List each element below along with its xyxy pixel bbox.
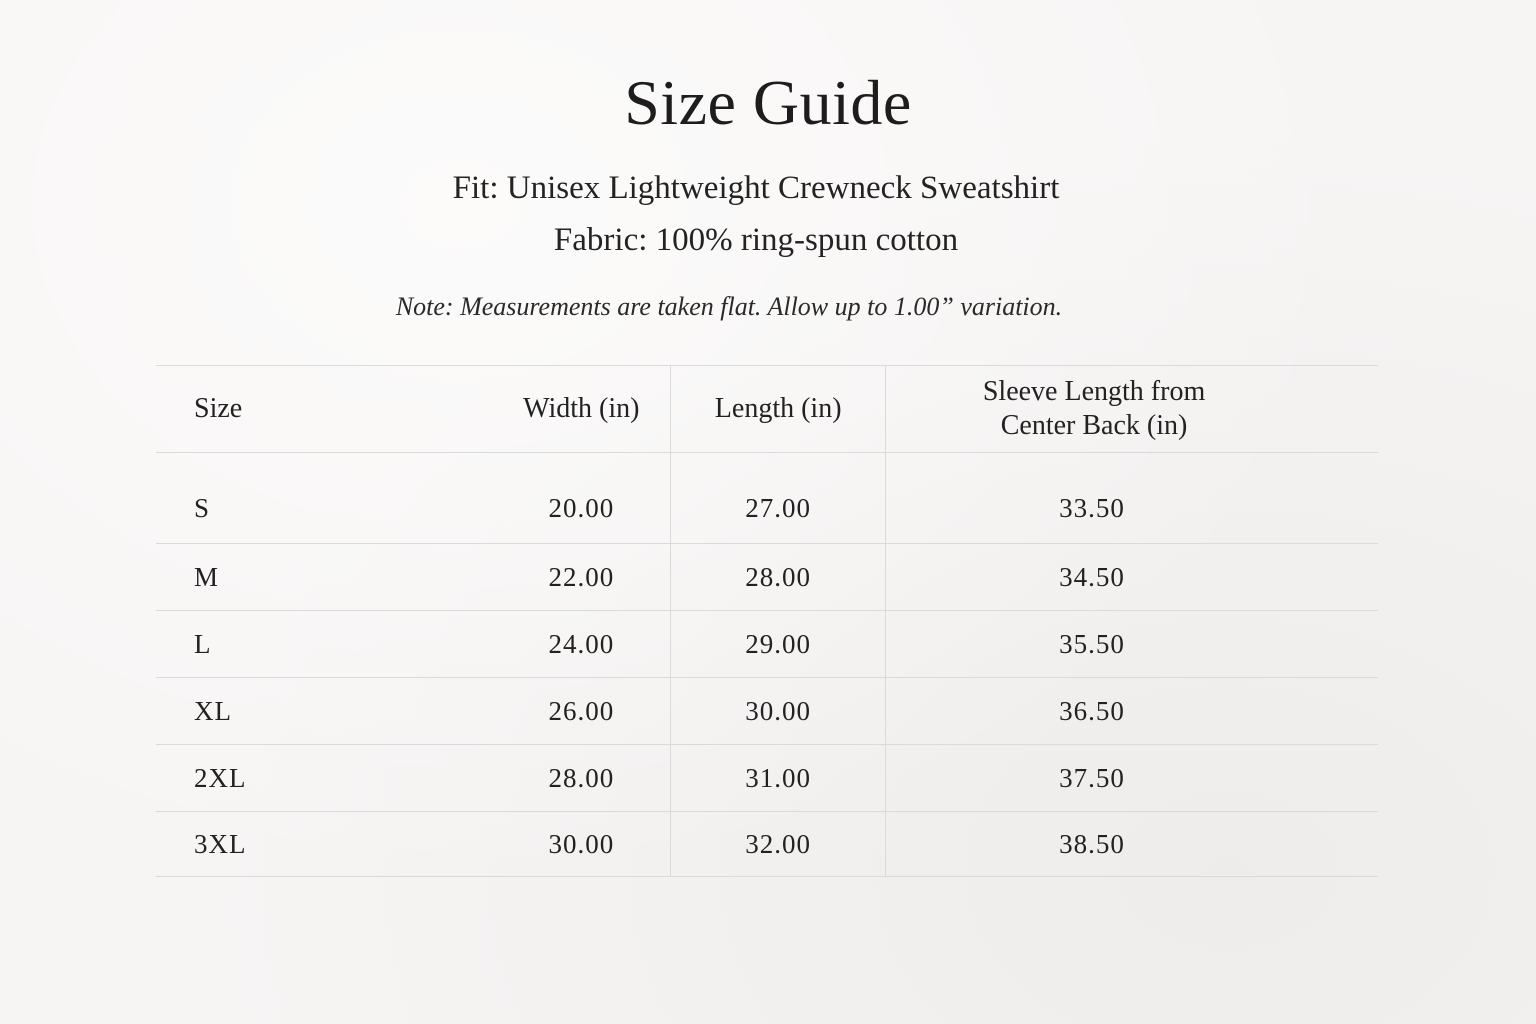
sleeve-cell: 38.50 [886, 812, 1378, 877]
width-cell: 28.00 [452, 745, 670, 812]
table-row [156, 745, 1378, 812]
size-cell: 2XL [156, 745, 452, 812]
size-cell: M [156, 544, 452, 611]
width-cell: 24.00 [452, 611, 670, 678]
sleeve-cell: 37.50 [886, 745, 1378, 812]
table-row [156, 473, 1378, 544]
width-cell: 30.00 [452, 812, 670, 877]
header-length: Length (in) [671, 366, 886, 453]
sleeve-cell: 35.50 [886, 611, 1378, 678]
size-cell: 3XL [156, 812, 452, 877]
table-top-spacer [156, 453, 1378, 474]
header-sleeve-line1: Sleeve Length from [982, 376, 1206, 407]
sleeve-cell: 33.50 [886, 473, 1378, 544]
header-width: Width (in) [452, 366, 670, 453]
sleeve-cell: 36.50 [886, 678, 1378, 745]
table-row [156, 611, 1378, 678]
length-cell: 31.00 [671, 745, 886, 812]
header-size: Size [156, 366, 452, 453]
sleeve-cell: 34.50 [886, 544, 1378, 611]
width-cell: 20.00 [452, 473, 670, 544]
fabric-description: Fabric: 100% ring-spun cotton [553, 222, 959, 258]
header-sleeve-line2: Center Back (in) [1000, 410, 1188, 441]
size-cell: L [156, 611, 452, 678]
length-cell: 29.00 [671, 611, 886, 678]
length-cell: 27.00 [671, 473, 886, 544]
table-row [156, 678, 1378, 745]
page-title: Size Guide [624, 67, 912, 138]
length-cell: 30.00 [671, 678, 886, 745]
size-table [156, 366, 1378, 877]
header-sleeve-length [886, 366, 1378, 453]
table-row [156, 812, 1378, 877]
size-cell: S [156, 473, 452, 544]
table-header-row [156, 366, 1378, 453]
length-cell: 32.00 [671, 812, 886, 877]
table-row [156, 544, 1378, 611]
width-cell: 22.00 [452, 544, 670, 611]
length-cell: 28.00 [671, 544, 886, 611]
width-cell: 26.00 [452, 678, 670, 745]
size-table-container [156, 365, 1378, 877]
size-cell: XL [156, 678, 452, 745]
measurement-note: Note: Measurements are taken flat. Allow up to 1.00” variation. [395, 292, 1063, 321]
fit-description: Fit: Unisex Lightweight Crewneck Sweatshirt [452, 170, 1060, 206]
